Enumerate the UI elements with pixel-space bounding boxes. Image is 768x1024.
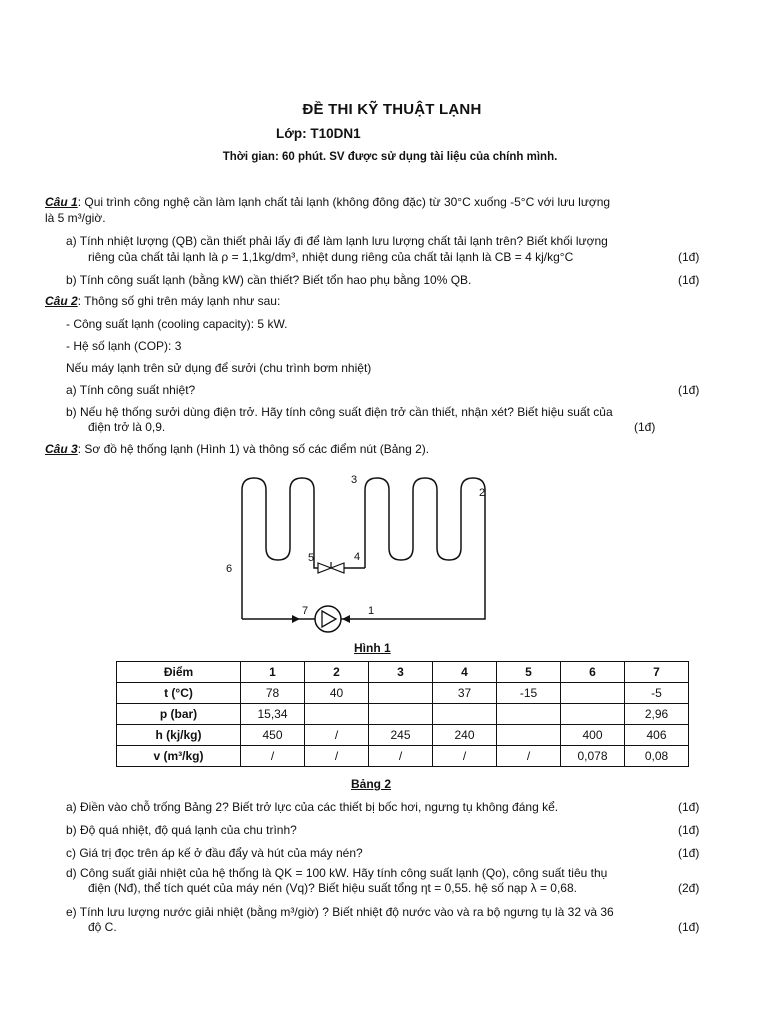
table-row	[117, 704, 689, 725]
point-label-4: 4	[354, 551, 361, 563]
q1-label: Câu 1	[45, 195, 78, 209]
table-cell: /	[433, 746, 497, 767]
table-row	[117, 683, 689, 704]
q3-a: a) Điền vào chỗ trống Bảng 2? Biết trở lực của các thiết bị bốc hơi, ngưng tụ không đáng kể.	[66, 800, 559, 814]
condenser-coil	[338, 478, 485, 619]
refrigeration-diagram	[220, 468, 500, 640]
table-cell: 37	[433, 683, 497, 704]
figure-caption: Hình 1	[354, 641, 391, 655]
point-label-1: 1	[368, 605, 375, 617]
expansion-valve	[318, 562, 344, 573]
q3-label: Câu 3	[45, 442, 78, 456]
table-cell: 406	[625, 725, 689, 746]
point-label-3: 3	[351, 474, 358, 486]
table-cell: /	[241, 746, 305, 767]
table-cell	[561, 683, 625, 704]
q2-b-points: (1đ)	[634, 420, 656, 434]
q2-a: a) Tính công suất nhiệt?	[66, 383, 196, 397]
flow-arrow	[292, 615, 300, 623]
q3-c: c) Giá trị đọc trên áp kế ở đầu đẩy và hút của máy nén?	[66, 846, 363, 860]
table-cell: -5	[625, 683, 689, 704]
q1-a-points: (1đ)	[678, 250, 700, 264]
table-cell: Điểm	[117, 662, 241, 683]
table-cell: 400	[561, 725, 625, 746]
table-cell: /	[369, 746, 433, 767]
table-cell: -15	[497, 683, 561, 704]
q2-bullet-1: - Công suất lạnh (cooling capacity): 5 kW.	[66, 317, 288, 331]
table-cell: 40	[305, 683, 369, 704]
table-cell: 0,078	[561, 746, 625, 767]
point-label-6: 6	[226, 563, 233, 575]
q1-b-points: (1đ)	[678, 273, 700, 287]
table-cell	[369, 704, 433, 725]
flow-arrow	[342, 615, 350, 623]
table-cell	[561, 704, 625, 725]
q2-intro: Câu 2: Thông số ghi trên máy lạnh như sau:	[45, 294, 281, 308]
table-cell	[433, 704, 497, 725]
table-cell	[497, 725, 561, 746]
table-cell: 0,08	[625, 746, 689, 767]
table-cell: /	[305, 746, 369, 767]
table-cell: h (kj/kg)	[117, 725, 241, 746]
q3-b-points: (1đ)	[678, 823, 700, 837]
q2-b: b) Nếu hệ thống sưởi dùng điện trở. Hãy tính công suất điện trở cần thiết, nhận xét? Biết hiệu suất của	[66, 405, 613, 419]
table-cell: 245	[369, 725, 433, 746]
table-cell: 78	[241, 683, 305, 704]
q3-d-points: (2đ)	[678, 881, 700, 895]
table-header-row	[117, 662, 689, 683]
table-cell: v (m³/kg)	[117, 746, 241, 767]
q3-d: d) Công suất giải nhiệt của hệ thống là QK = 100 kW. Hãy tính công suất lạnh (Qo), công suất tiêu thụ	[66, 866, 608, 880]
q1-intro: Câu 1: Qui trình công nghệ cần làm lạnh chất tải lạnh (không đông đặc) từ 30°C xuống -5°C với lưu lượng	[45, 195, 611, 209]
q1-b: b) Tính công suất lạnh (bằng kW) cần thiết? Biết tổn hao phụ bằng 10% QB.	[66, 273, 472, 287]
q2-text: Nếu máy lạnh trên sử dụng để sưởi (chu trình bơm nhiệt)	[66, 361, 372, 375]
table-cell: 450	[241, 725, 305, 746]
table-cell	[369, 683, 433, 704]
q3-b: b) Độ quá nhiệt, độ quá lạnh của chu trình?	[66, 823, 297, 837]
table-cell: 6	[561, 662, 625, 683]
table-cell: 3	[369, 662, 433, 683]
class-line: Lớp: T10DN1	[276, 126, 361, 141]
table-cell	[305, 704, 369, 725]
table-cell: 15,34	[241, 704, 305, 725]
table-cell: 2	[305, 662, 369, 683]
table-cell: 1	[241, 662, 305, 683]
table-cell: 5	[497, 662, 561, 683]
state-points-table	[116, 661, 689, 767]
q2-a-points: (1đ)	[678, 383, 700, 397]
exam-title: ĐỀ THI KỸ THUẬT LẠNH	[302, 101, 482, 118]
q3-d-cont: điện (Nđ), thể tích quét của máy nén (Vq)? Biết hiệu suất tổng ηt = 0,55. hệ số nạp λ = 0,68.	[88, 881, 577, 895]
table-cell: /	[305, 725, 369, 746]
q1-a-cont: riêng của chất tải lạnh là ρ = 1,1kg/dm³, nhiệt dung riêng của chất tải lạnh là CB = 4 kj/kg°C	[88, 250, 574, 264]
table-cell: /	[497, 746, 561, 767]
point-label-5: 5	[308, 552, 315, 564]
q2-b-cont: điện trở là 0,9.	[88, 420, 166, 434]
q2-bullet-2: - Hệ số lạnh (COP): 3	[66, 339, 182, 353]
evaporator-coil	[242, 478, 318, 619]
point-label-2: 2	[479, 487, 486, 499]
q3-intro: Câu 3: Sơ đồ hệ thống lạnh (Hình 1) và thông số các điểm nút (Bảng 2).	[45, 442, 430, 456]
table-cell	[497, 704, 561, 725]
table-row	[117, 746, 689, 767]
q3-e-cont: độ C.	[88, 920, 117, 934]
time-line: Thời gian: 60 phút. SV được sử dụng tài liệu của chính mình.	[222, 151, 558, 163]
q2-label: Câu 2	[45, 294, 78, 308]
table-row	[117, 725, 689, 746]
q3-a-points: (1đ)	[678, 800, 700, 814]
table-cell: 7	[625, 662, 689, 683]
table-caption: Bảng 2	[351, 777, 392, 791]
point-label-7: 7	[302, 605, 309, 617]
table-cell: 4	[433, 662, 497, 683]
q3-e-points: (1đ)	[678, 920, 700, 934]
q1-a: a) Tính nhiệt lượng (QB) cần thiết phải lấy đi để làm lạnh lưu lượng chất tải lạnh trên? Biết khối lượng	[66, 234, 608, 248]
q3-e: e) Tính lưu lượng nước giải nhiệt (bằng m³/giờ) ? Biết nhiệt độ nước vào và ra bộ ngưng tụ là 32 và 36	[66, 905, 614, 919]
table-cell: 2,96	[625, 704, 689, 725]
table-cell: p (bar)	[117, 704, 241, 725]
q1-intro-cont: là 5 m³/giờ.	[45, 211, 106, 225]
table-cell: t (°C)	[117, 683, 241, 704]
q3-c-points: (1đ)	[678, 846, 700, 860]
table-cell: 240	[433, 725, 497, 746]
